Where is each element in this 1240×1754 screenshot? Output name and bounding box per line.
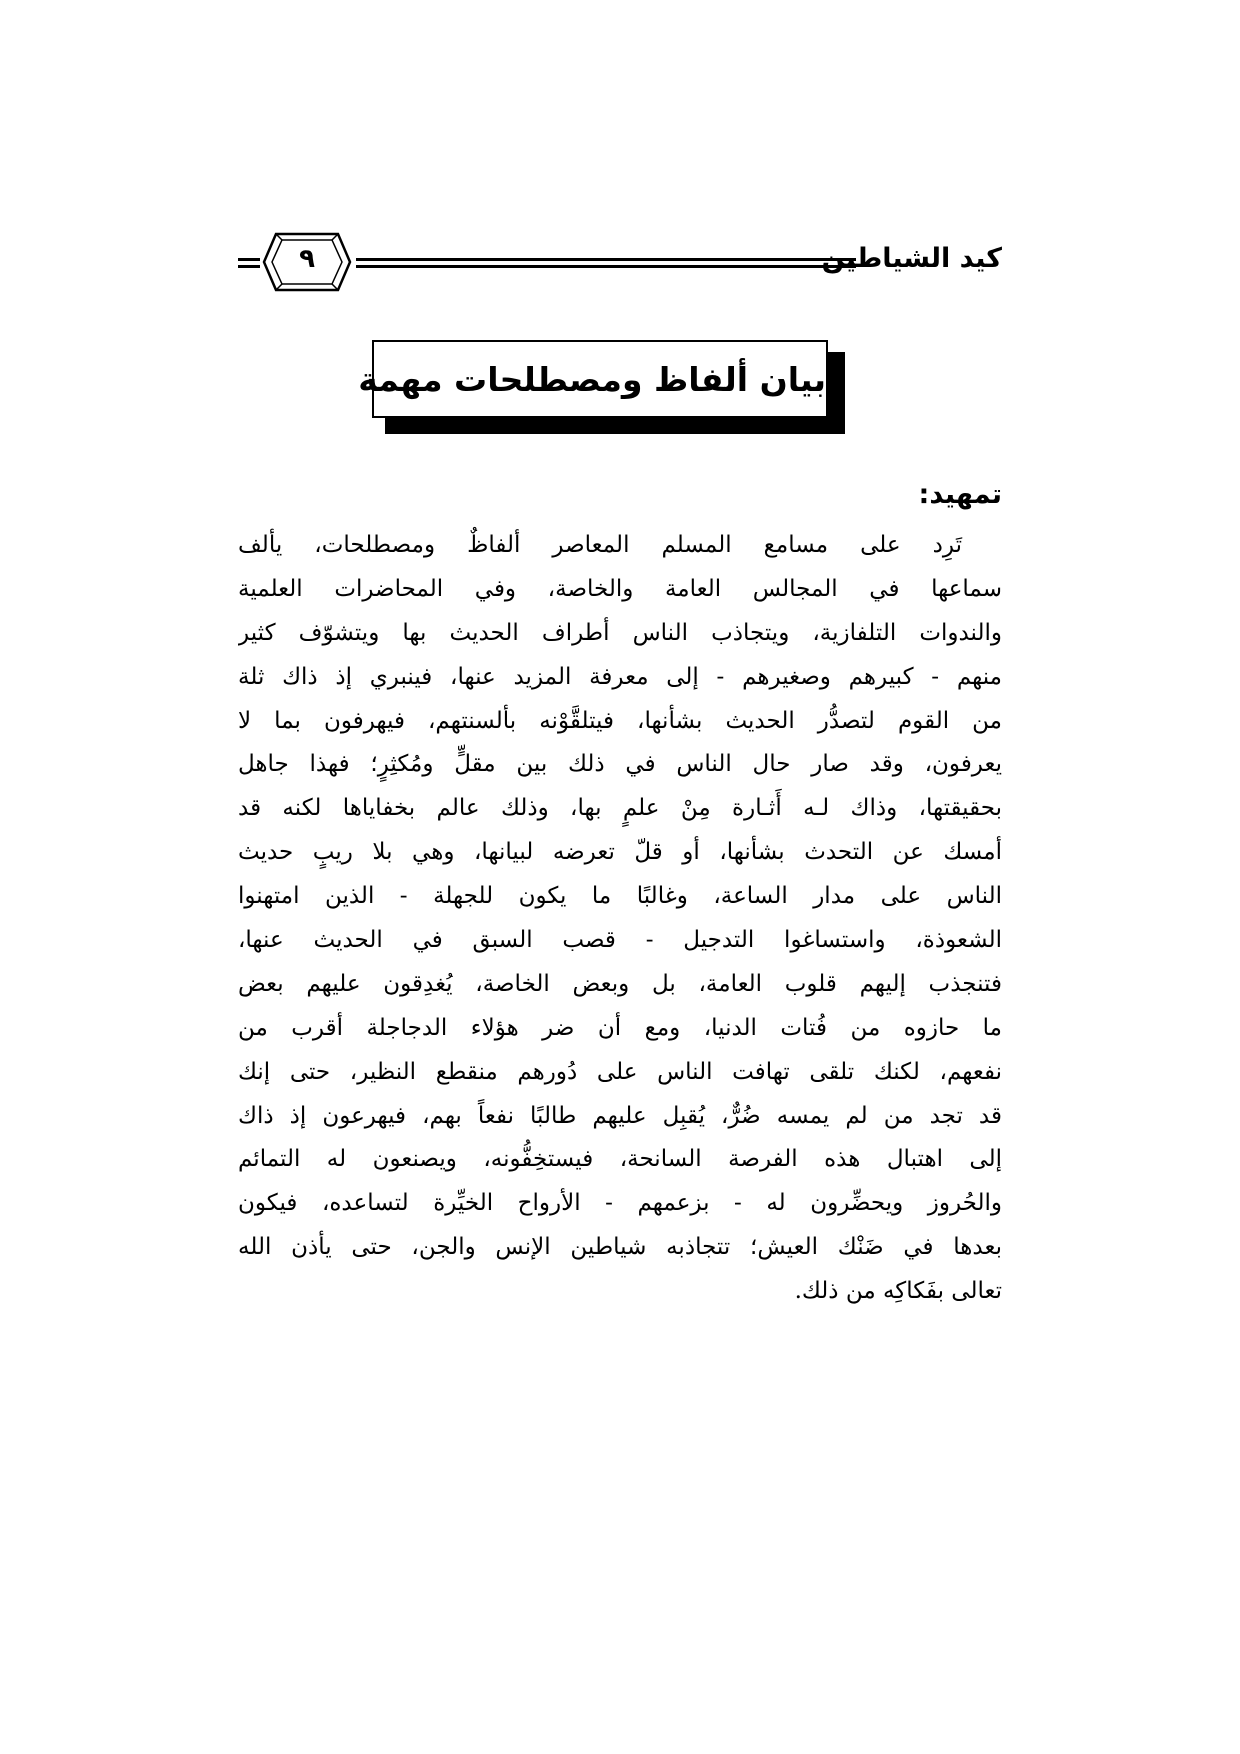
body-line: سماعها في المجالس العامة والخاصة، وفي المحاضرات العلمية — [238, 575, 1002, 602]
section-title-box — [358, 340, 828, 418]
body-line: ما حازوه من فُتات الدنيا، ومع أن ضر هؤلاء الدجاجلة أقرب من — [238, 1014, 1002, 1041]
body-line: يعرفون، وقد صار حال الناس في ذلك بين مقلٍّ ومُكثِرٍ؛ فهذا جاهل — [238, 751, 1002, 778]
running-header — [238, 232, 1002, 294]
body-line: فتنجذب إليهم قلوب العامة، بل وبعض الخاصة، يُغدِقون عليهم بعض — [238, 970, 1002, 997]
body-line: بعدها في ضَنْك العيش؛ تتجاذبه شياطين الإنس والجن، حتى يأذن الله — [238, 1234, 1002, 1261]
body-line: نفعهم، لكنك تلقى تهافت الناس على دُورهم منقطع النظير، حتى إنك — [238, 1058, 1002, 1085]
body-line: والحُروز ويحضِّرون له - بزعمهم - الأرواح الخيِّرة لتساعده، فيكون — [238, 1190, 1002, 1217]
body-line: بحقيقتها، وذاك لـه أَثـارة مِنْ علمٍ بها، وذلك عالم بخفاياها لكنه قد — [238, 795, 1002, 822]
body-line: تَرِد على مسامع المسلم المعاصر ألفاظٌ ومصطلحات، يألف — [238, 532, 962, 558]
page-number: ٩ — [299, 244, 315, 274]
section-title: بيان ألفاظ ومصطلحات مهمة — [358, 360, 826, 399]
body-line: قد تجد من لم يمسه ضُرٌّ، يُقبِل عليهم طالبًا نفعاً بهم، فيهرعون إذ ذاك — [238, 1102, 1002, 1129]
body-line: تعالى بفَكاكِه من ذلك. — [794, 1278, 1002, 1305]
page-number-frame — [262, 232, 352, 292]
body-line: والندوات التلفازية، ويتجاذب الناس أطراف الحديث بها ويتشوّف كثير — [238, 619, 1002, 646]
body-line: أمسك عن التحدث بشأنها، أو قلّ تعرضه لبيانها، وهي بلا ريبٍ حديث — [238, 839, 1002, 866]
running-title: كيد الشياطين — [821, 243, 1002, 274]
body-line: الشعوذة، واستساغوا التدجيل - قصب السبق في الحديث عنها، — [238, 927, 1002, 954]
body-line: إلى اهتبال هذه الفرصة السانحة، فيستخِفُّونه، ويصنعون له التمائم — [238, 1146, 1002, 1173]
body-line: من القوم لتصدُّر الحديث بشأنها، فيتلقَّوْنه بألسنتهم، فيهرفون بما لا — [238, 707, 1002, 734]
body-text — [238, 524, 1002, 1314]
body-line: الناس على مدار الساعة، وغالبًا ما يكون للجهلة - الذين امتهنوا — [238, 883, 1002, 910]
header-rule — [356, 258, 856, 268]
body-line: منهم - كبيرهم وصغيرهم - إلى معرفة المزيد عنها، فينبري إذ ذاك ثلة — [238, 663, 1002, 690]
subheading: تمهيد: — [918, 479, 1002, 510]
header-rule-short — [238, 258, 260, 268]
